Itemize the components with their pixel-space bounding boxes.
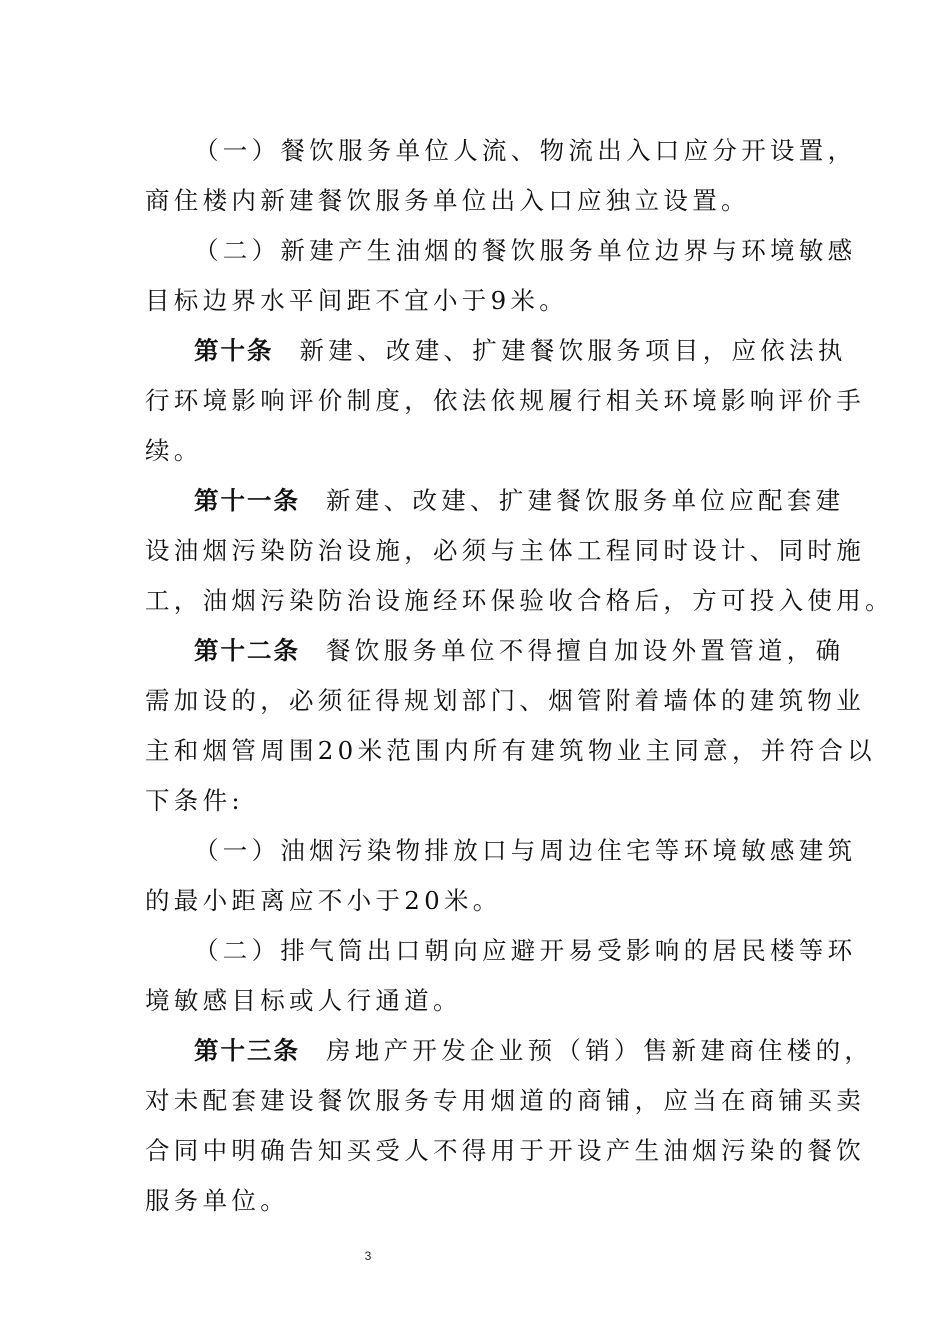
paragraph-line: 境敏感目标或人行通道。 bbox=[145, 986, 462, 1015]
paragraph-line: 主和烟管周围20米范围内所有建筑物业主同意，并符合以 bbox=[145, 736, 876, 765]
paragraph-line: 目标边界水平间距不宜小于9米。 bbox=[145, 286, 569, 315]
paragraph-line: 的最小距离应不小于20米。 bbox=[145, 886, 502, 915]
article-text: 房地产开发企业预（销）售新建商住楼的， bbox=[326, 1036, 874, 1065]
article-first-line bbox=[194, 1031, 874, 1071]
article-text: 餐饮服务单位不得擅自加设外置管道，确 bbox=[326, 636, 845, 665]
article-text: 新建、改建、扩建餐饮服务项目，应依法执 bbox=[299, 336, 847, 365]
paragraph-line: （一）餐饮服务单位人流、物流出入口应分开设置， bbox=[194, 136, 857, 165]
article-number: 第十条 bbox=[194, 336, 274, 365]
paragraph-line: 服务单位。 bbox=[145, 1186, 289, 1215]
paragraph-line: 商住楼内新建餐饮服务单位出入口应独立设置。 bbox=[145, 186, 750, 215]
article-first-line bbox=[194, 481, 864, 521]
paragraph-line: 合同中明确告知买受人不得用于开设产生油烟污染的餐饮 bbox=[145, 1136, 865, 1165]
paragraph-line: （二）新建产生油烟的餐饮服务单位边界与环境敏感 bbox=[194, 236, 857, 265]
paragraph-line: （一）油烟污染物排放口与周边住宅等环境敏感建筑 bbox=[194, 836, 857, 865]
article-number: 第十一条 bbox=[194, 486, 300, 515]
article-first-line bbox=[194, 631, 864, 671]
article-first-line bbox=[194, 331, 864, 371]
article-number: 第十二条 bbox=[194, 636, 300, 665]
article-number: 第十三条 bbox=[194, 1036, 300, 1065]
paragraph-line: 下条件: bbox=[145, 786, 244, 815]
paragraph-line: 行环境影响评价制度，依法依规履行相关环境影响评价手 bbox=[145, 386, 865, 415]
paragraph-line: 设油烟污染防治设施，必须与主体工程同时设计、同时施 bbox=[145, 536, 865, 565]
paragraph-line: （二）排气筒出口朝向应避开易受影响的居民楼等环 bbox=[194, 936, 857, 965]
article-text: 新建、改建、扩建餐饮服务单位应配套建 bbox=[326, 486, 845, 515]
paragraph-line: 工，油烟污染防治设施经环保验收合格后，方可投入使用。 bbox=[145, 586, 894, 615]
paragraph-line: 对未配套建设餐饮服务专用烟道的商铺，应当在商铺买卖 bbox=[145, 1086, 865, 1115]
paragraph-line: 需加设的，必须征得规划部门、烟管附着墙体的建筑物业 bbox=[145, 686, 865, 715]
page-number: 3 bbox=[364, 1249, 372, 1263]
paragraph-line: 续。 bbox=[145, 436, 203, 465]
